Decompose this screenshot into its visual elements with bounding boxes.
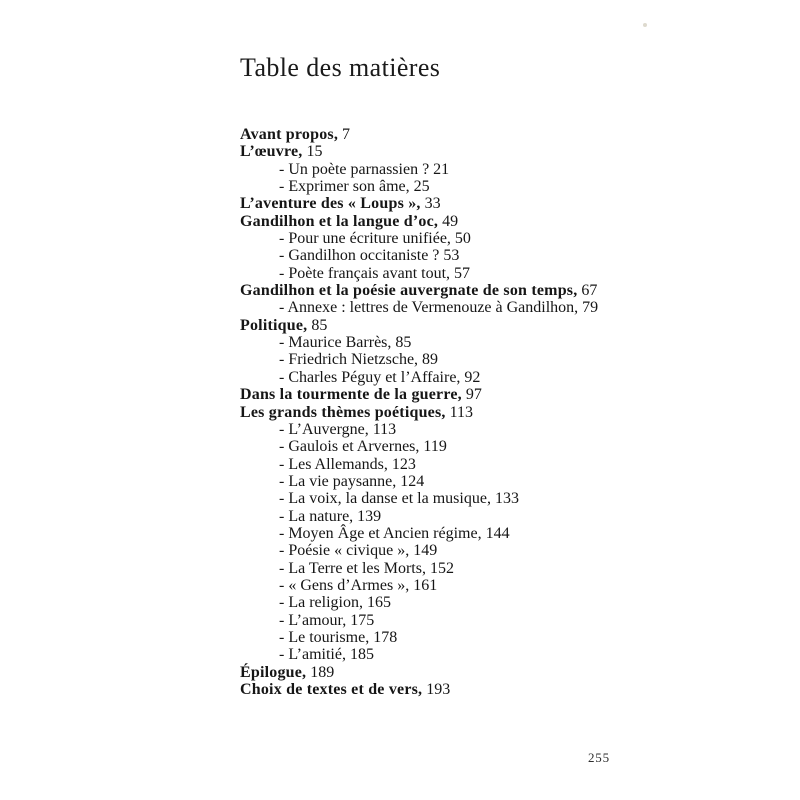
toc-subentry — [240, 473, 598, 490]
toc-entry-text: - Les Allemands, 123 — [279, 455, 416, 473]
toc-entry-text: - L’amour, 175 — [279, 611, 375, 629]
toc-entry-title: L’œuvre, — [240, 143, 303, 161]
toc-subentry — [240, 612, 598, 629]
toc-entry-text: 97 — [461, 386, 482, 404]
toc-entry — [240, 317, 598, 334]
toc-subentry — [240, 351, 598, 368]
page-number: 255 — [588, 750, 610, 765]
toc-entry-text: - Annexe : lettres de Vermenouze à Gandilhon, 79 — [279, 299, 599, 317]
toc-subentry — [240, 247, 598, 264]
toc-entry-title: Avant propos, — [240, 126, 339, 143]
toc-entry — [240, 143, 598, 160]
toc-entry-text: 7 — [338, 126, 351, 143]
toc-entry-text: - Maurice Barrès, 85 — [279, 334, 412, 352]
toc-entry-text: 113 — [445, 403, 474, 421]
toc-subentry — [240, 508, 598, 525]
toc-entry — [240, 664, 598, 681]
toc-subentry — [240, 161, 598, 178]
toc-subentry — [240, 178, 598, 195]
toc-subentry — [240, 438, 598, 455]
toc-entry-text: - Exprimer son âme, 25 — [279, 178, 430, 196]
toc-entry-text: - Gaulois et Arvernes, 119 — [279, 438, 447, 456]
table-of-contents — [240, 126, 598, 698]
toc-entry-title: Choix de textes et de vers, — [240, 681, 423, 698]
toc-entry-text: - Friedrich Nietzsche, 89 — [279, 351, 439, 369]
toc-entry-text: 85 — [307, 316, 328, 334]
toc-entry-text: - La Terre et les Morts, 152 — [279, 559, 454, 577]
toc-entry-text: - L’amitié, 185 — [279, 646, 374, 664]
scan-artifact-speck — [643, 23, 647, 27]
page-title: Table des matières — [240, 53, 441, 82]
toc-entry-text: - Un poète parnassien ? 21 — [279, 160, 450, 178]
toc-entry — [240, 126, 598, 143]
toc-entry-text: - La religion, 165 — [279, 594, 391, 612]
toc-subentry — [240, 560, 598, 577]
toc-subentry — [240, 542, 598, 559]
toc-entry-text: 15 — [302, 143, 323, 161]
toc-subentry — [240, 265, 598, 282]
toc-entry-text: 33 — [420, 195, 441, 213]
toc-entry-title: Politique, — [240, 316, 308, 334]
toc-entry-text: - La nature, 139 — [279, 507, 382, 525]
toc-subentry — [240, 577, 598, 594]
toc-subentry — [240, 456, 598, 473]
toc-entry-title: Gandilhon et la poésie auvergnate de son temps, — [240, 282, 578, 300]
toc-entry-text: - Pour une écriture unifiée, 50 — [279, 230, 471, 248]
toc-entry-title: Dans la tourmente de la guerre, — [240, 386, 462, 404]
toc-entry-title: L’aventure des « Loups », — [240, 195, 421, 213]
toc-subentry — [240, 525, 598, 542]
toc-entry-text: - Le tourisme, 178 — [279, 628, 398, 646]
toc-entry — [240, 681, 598, 698]
toc-subentry — [240, 629, 598, 646]
toc-entry-text: - L’Auvergne, 113 — [279, 420, 397, 438]
toc-entry-text: - Moyen Âge et Ancien régime, 144 — [279, 524, 510, 542]
toc-entry-title: Les grands thèmes poétiques, — [240, 403, 446, 421]
toc-entry-text: 67 — [577, 282, 598, 300]
toc-entry — [240, 386, 598, 403]
toc-entry-text: 49 — [438, 212, 459, 230]
toc-entry-text: - La voix, la danse et la musique, 133 — [279, 490, 519, 508]
toc-subentry — [240, 421, 598, 438]
toc-entry-text: - Gandilhon occitaniste ? 53 — [279, 247, 460, 265]
toc-subentry — [240, 230, 598, 247]
toc-entry — [240, 213, 598, 230]
toc-entry-text: 189 — [306, 663, 335, 681]
toc-entry-text: - Charles Péguy et l’Affaire, 92 — [279, 368, 481, 386]
toc-entry-title: Épilogue, — [240, 663, 307, 681]
toc-subentry — [240, 490, 598, 507]
toc-entry — [240, 282, 598, 299]
toc-subentry — [240, 594, 598, 611]
toc-subentry — [240, 369, 598, 386]
toc-subentry — [240, 646, 598, 663]
toc-entry — [240, 195, 598, 212]
toc-entry-text: - Poésie « civique », 149 — [279, 542, 438, 560]
toc-entry-text: 193 — [422, 681, 451, 698]
toc-entry-text: - Poète français avant tout, 57 — [279, 264, 471, 282]
toc-entry-text: - « Gens d’Armes », 161 — [279, 576, 438, 594]
toc-subentry — [240, 299, 598, 316]
toc-subentry — [240, 334, 598, 351]
toc-entry — [240, 404, 598, 421]
toc-entry-text: - La vie paysanne, 124 — [279, 472, 425, 490]
toc-entry-title: Gandilhon et la langue d’oc, — [240, 212, 439, 230]
